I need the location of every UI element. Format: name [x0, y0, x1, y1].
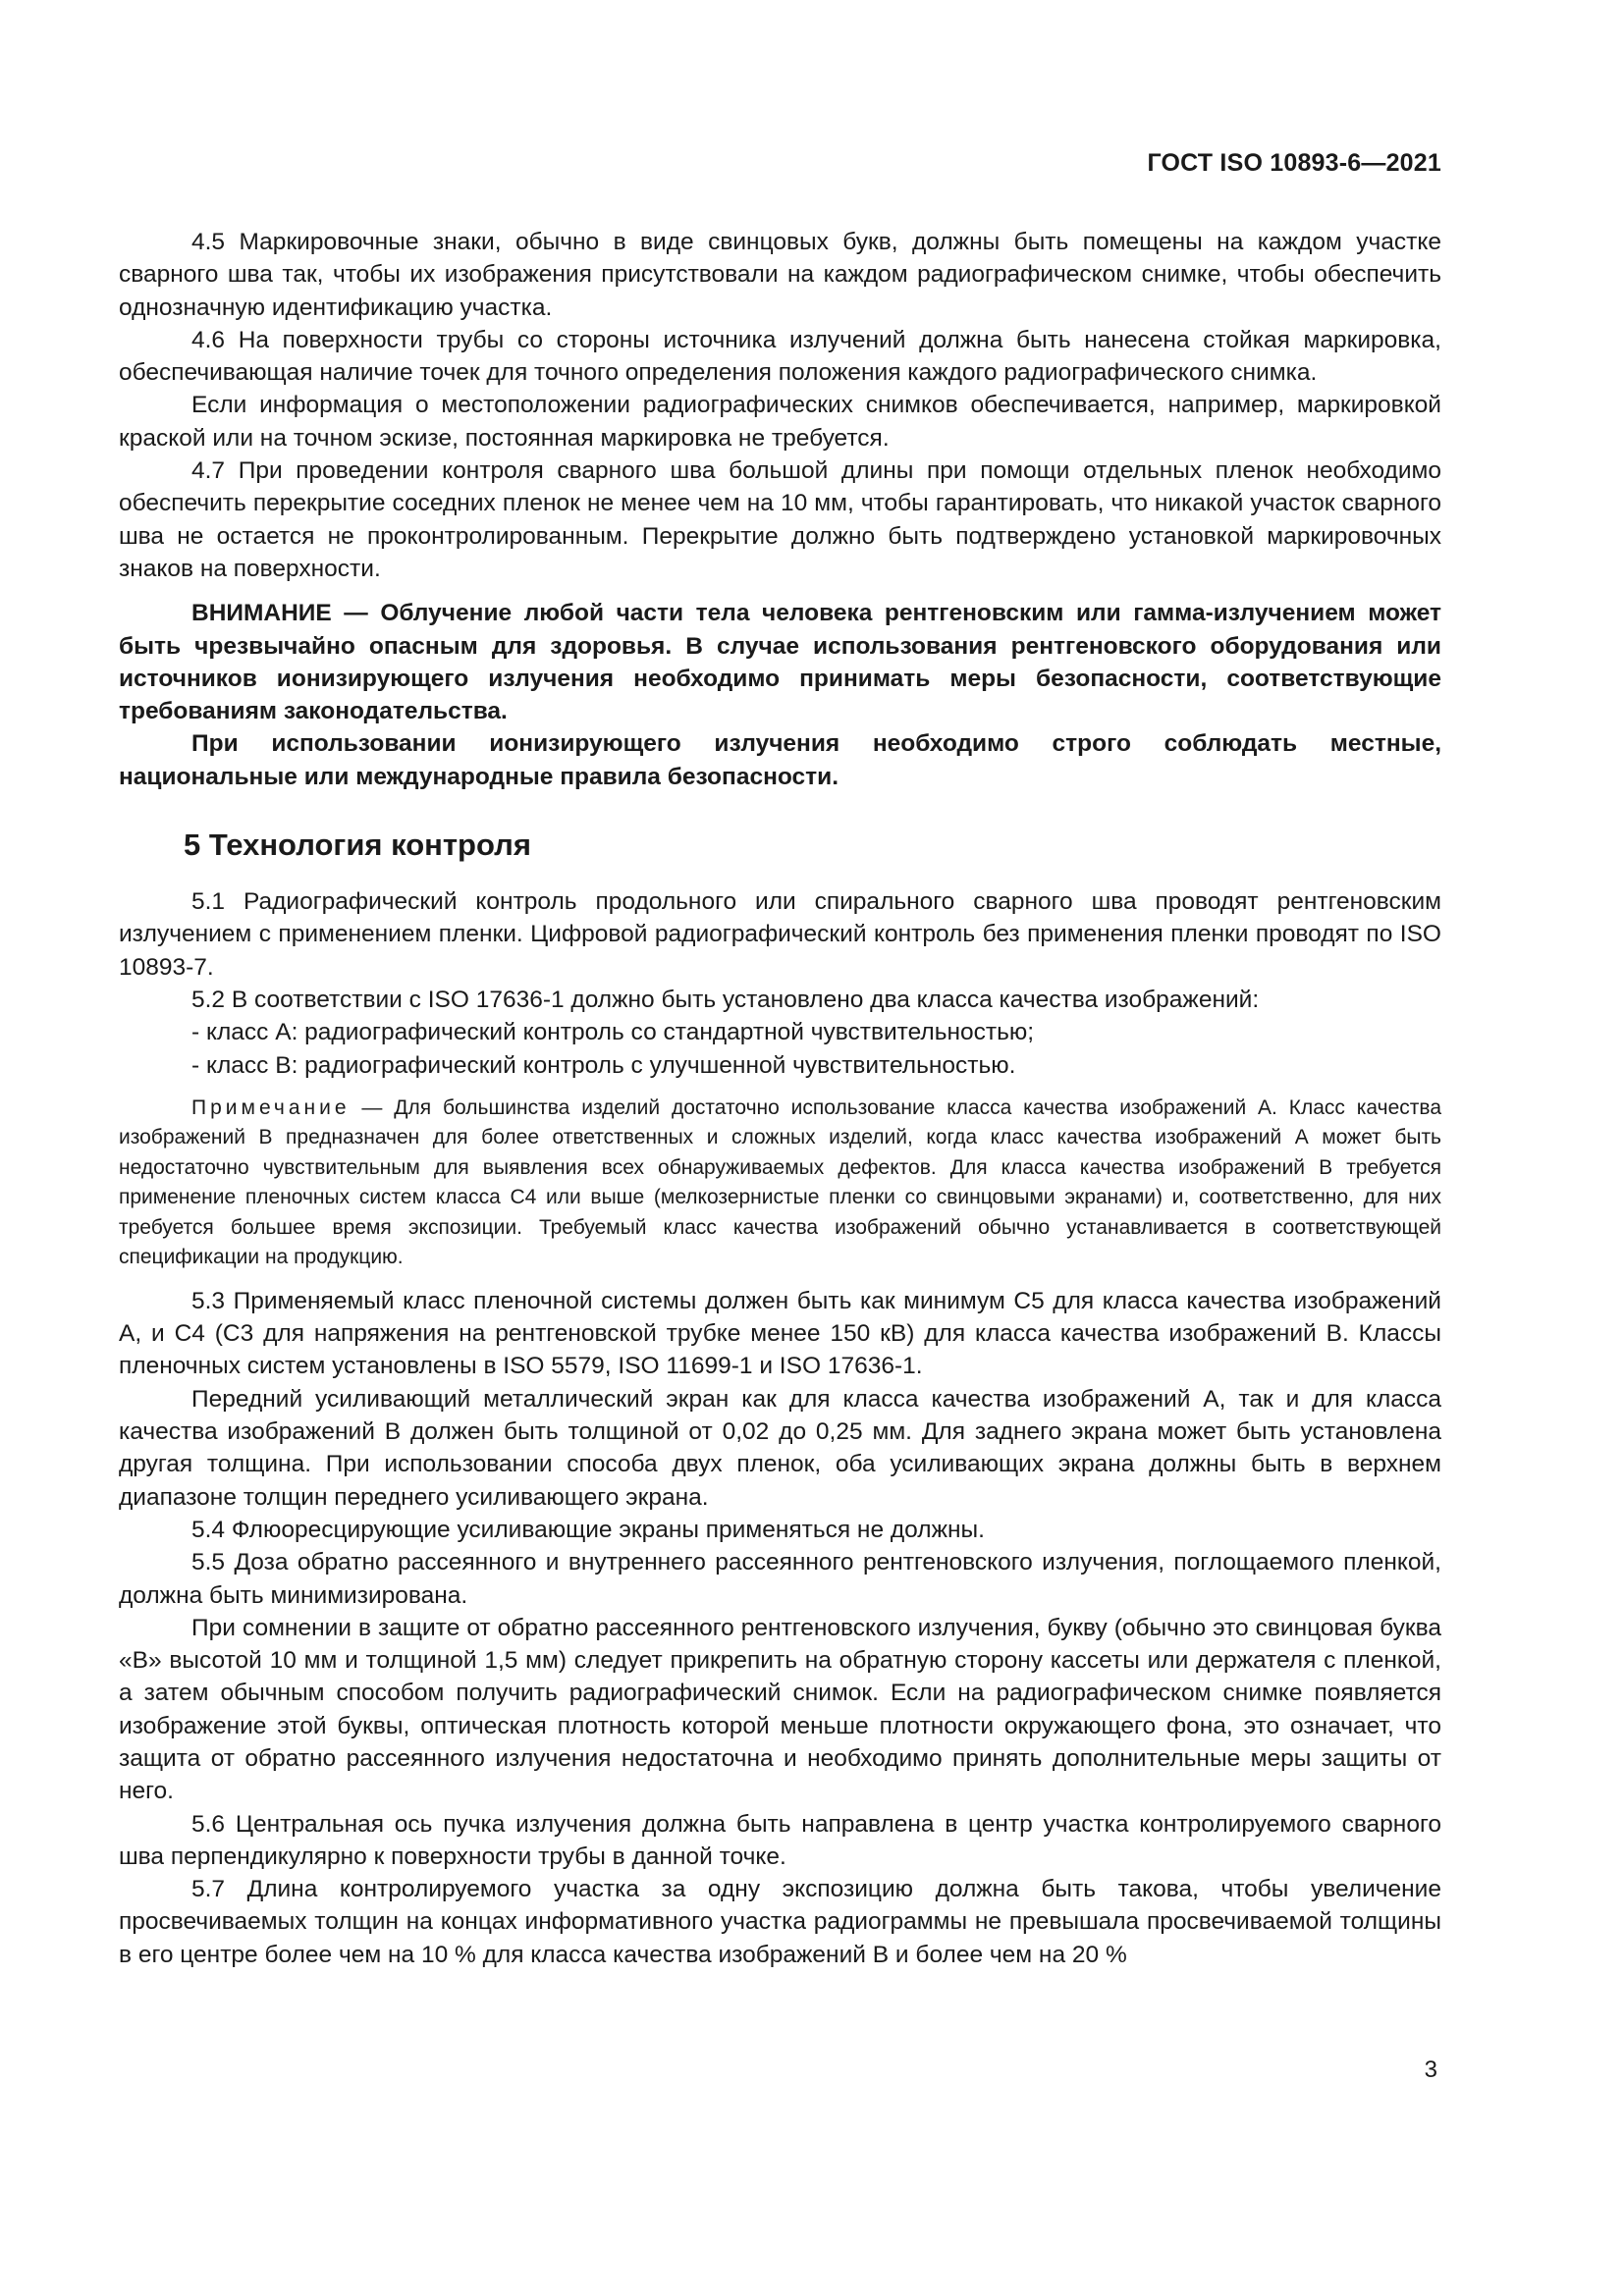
paragraph-5-5: 5.5 Доза обратно рассеянного и внутреннего рассеянного рентгеновского излучения, поглощаемого пленкой, должна быть минимизирована.	[119, 1549, 1441, 1609]
note-block	[119, 1094, 1441, 1273]
paragraph-5-7: 5.7 Длина контролируемого участка за одну экспозицию должна быть такова, чтобы увеличение просвечиваемых толщин на концах информативного участка радиограммы не превышала просвечиваемой толщины в его центре более чем на 10 % для класса качества изображений В и более чем на 20 %	[119, 1876, 1441, 1968]
list-item: - класс В: радиографический контроль с улучшенной чувствительностью.	[191, 1051, 1016, 1079]
paragraph-4-6-note: Если информация о местоположении радиографических снимков обеспечивается, например, маркировкой краской или на точном эскизе, постоянная маркировка не требуется.	[119, 392, 1441, 452]
safety-rules-paragraph: При использовании ионизирующего излучения необходимо строго соблюдать местные, национальные или международные правила безопасности.	[119, 730, 1441, 790]
paragraph-5-6: 5.6 Центральная ось пучка излучения должна быть направлена в центр участка контролируемого сварного шва перпендикулярно к поверхности трубы в данной точке.	[119, 1810, 1441, 1870]
paragraph-5-4: 5.4 Флюоресцирующие усиливающие экраны применяться не должны.	[191, 1516, 985, 1543]
note-label: Примечание	[191, 1095, 351, 1119]
paragraph-5-1: 5.1 Радиографический контроль продольного или спирального сварного шва проводят рентгеновским излучением с применением пленки. Цифровой радиографический контроль без применения пленки проводят по ISO 10893-7.	[119, 888, 1441, 981]
paragraph-4-6: 4.6 На поверхности трубы со стороны источника излучений должна быть нанесена стойкая маркировка, обеспечивающая наличие точек для точного определения положения каждого радиографического снимка.	[119, 326, 1441, 387]
paragraph-5-2: 5.2 В соответствии с ISO 17636-1 должно быть установлено два класса качества изображений:	[191, 986, 1260, 1013]
section-5-heading: 5 Технология контроля	[184, 828, 531, 863]
document-body	[119, 226, 1441, 1971]
note-text: — Для большинства изделий достаточно использование класса качества изображений А. Класс качества изображений В предназначен для более ответственных и сложных изделий, когда класс качества изображений А может быть недостаточно чувствительным для выявления всех обнаруживаемых дефектов. Для класса качества изображений В требуется применение пленочных систем класса С4 или выше (мелкозернистые пленки со свинцовыми экранами) и, соответственно, для них требуется большее время экспозиции. Требуемый класс качества изображений обычно устанавливается в соответствующей спецификации на продукцию.	[119, 1095, 1441, 1269]
paragraph-front-screen: Передний усиливающий металлический экран как для класса качества изображений А, так и для класса качества изображений В должен быть толщиной от 0,02 до 0,25 мм. Для заднего экрана может быть установлена другая толщина. При использовании способа двух пленок, оба усиливающих экрана должны быть в верхнем диапазоне толщин переднего усиливающего экрана.	[119, 1385, 1441, 1511]
paragraph-5-3: 5.3 Применяемый класс пленочной системы должен быть как минимум С5 для класса качества изображений А, и С4 (С3 для напряжения на рентгеновской трубке менее 150 кВ) для класса качества изображений В. Классы пленочных систем установлены в ISO 5579, ISO 11699-1 и ISO 17636-1.	[119, 1287, 1441, 1380]
quality-class-list	[119, 1016, 1441, 1082]
paragraph-4-7: 4.7 При проведении контроля сварного шва большой длины при помощи отдельных пленок необходимо обеспечить перекрытие соседних пленок не менее чем на 10 мм, чтобы гарантировать, что никакой участок сварного шва не остается не проконтролированным. Перекрытие должно быть подтверждено установкой маркировочных знаков на поверхности.	[119, 457, 1441, 582]
list-item: - класс А: радиографический контроль со стандартной чувствительностью;	[191, 1019, 1035, 1046]
page-number: 3	[1424, 2056, 1437, 2083]
warning-paragraph: ВНИМАНИЕ — Облучение любой части тела человека рентгеновским или гамма-излучением может быть чрезвычайно опасным для здоровья. В случае использования рентгеновского оборудования или источников ионизирующего излучения необходимо принимать меры безопасности, соответствующие требованиям законодательства.	[119, 600, 1441, 725]
document-header: ГОСТ ISO 10893-6—2021	[1147, 149, 1441, 177]
paragraph-backscatter: При сомнении в защите от обратно рассеянного рентгеновского излучения, букву (обычно это свинцовая буква «В» высотой 10 мм и толщиной 1,5 мм) следует прикрепить на обратную сторону кассеты или держателя с пленкой, а затем обычным способом получить радиографический снимок. Если на радиографическом снимке появляется изображение этой буквы, оптическая плотность которой меньше плотности окружающего фона, это означает, что защита от обратно рассеянного излучения недостаточна и необходимо принять дополнительные меры защиты от него.	[119, 1614, 1441, 1805]
paragraph-4-5: 4.5 Маркировочные знаки, обычно в виде свинцовых букв, должны быть помещены на каждом участке сварного шва так, чтобы их изображения присутствовали на каждом радиографическом снимке, чтобы обеспечить однозначную идентификацию участка.	[119, 229, 1441, 321]
